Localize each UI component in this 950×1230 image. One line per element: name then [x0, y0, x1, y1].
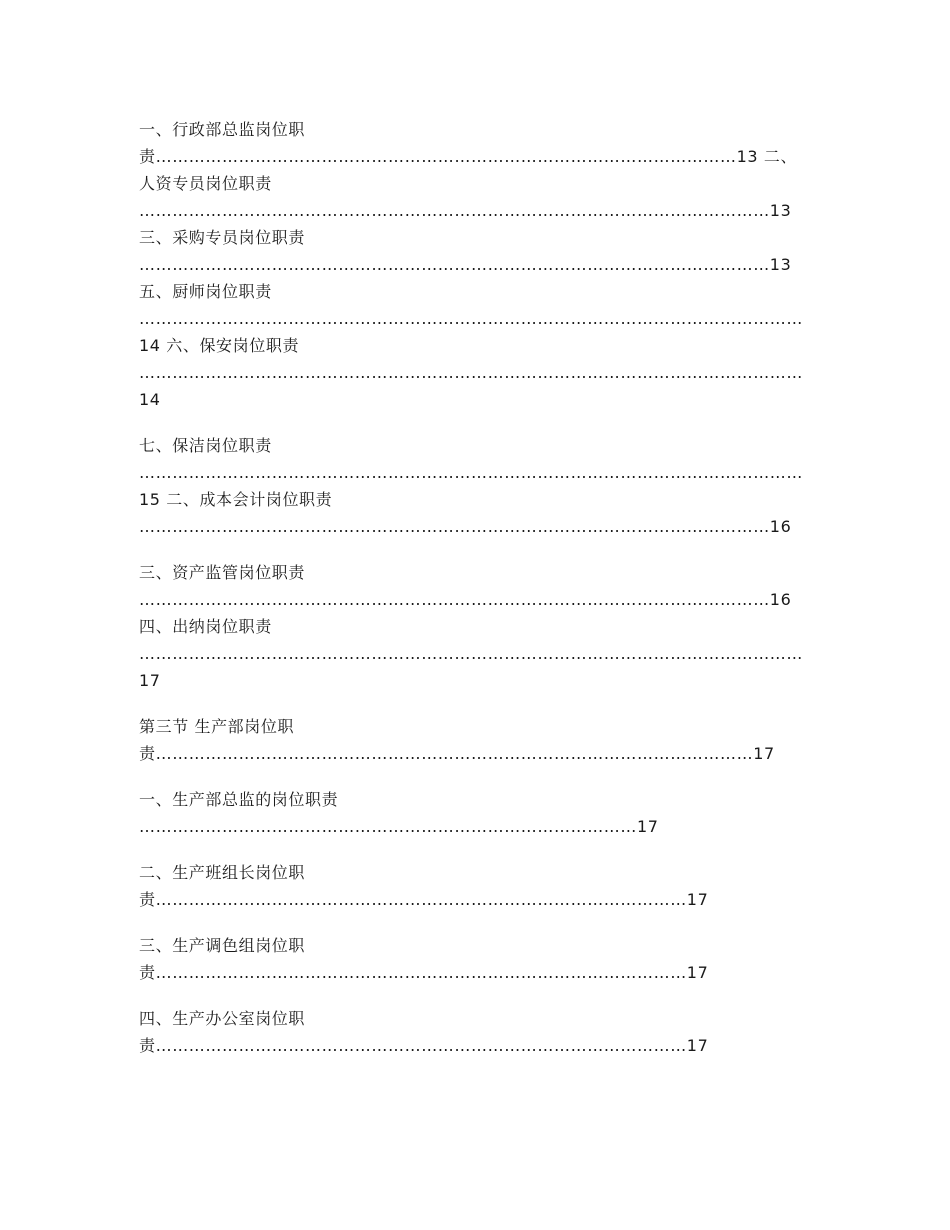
- toc-line: 17: [139, 671, 161, 690]
- toc-line: ……………………………………………………………………………………………………13: [139, 201, 792, 220]
- toc-line: ……………………………………………………………………………………………………16: [139, 517, 792, 536]
- toc-line: …………………………………………………………………………………………………………: [139, 463, 803, 482]
- toc-line: 二、生产班组长岗位职: [139, 863, 306, 882]
- toc-line: 责……………………………………………………………………………………17: [139, 1036, 709, 1055]
- toc-line: 14 六、保安岗位职责: [139, 336, 300, 355]
- toc-line: …………………………………………………………………………………………………………: [139, 363, 803, 382]
- toc-line: 五、厨师岗位职责: [139, 282, 272, 301]
- toc-line: 一、生产部总监的岗位职责: [139, 790, 339, 809]
- toc-line: 第三节 生产部岗位职: [139, 717, 295, 736]
- toc-line: …………………………………………………………………………………………………………: [139, 309, 803, 328]
- toc-line: 三、生产调色组岗位职: [139, 936, 306, 955]
- toc-line: ………………………………………………………………………………17: [139, 817, 659, 836]
- toc-line: 责………………………………………………………………………………………………17: [139, 744, 775, 763]
- toc-line: 14: [139, 390, 161, 409]
- toc-line: ……………………………………………………………………………………………………16: [139, 590, 792, 609]
- toc-line: 七、保洁岗位职责: [139, 436, 272, 455]
- toc-line: 四、生产办公室岗位职: [139, 1009, 306, 1028]
- toc-line: 一、行政部总监岗位职: [139, 120, 306, 139]
- toc-line: 15 二、成本会计岗位职责: [139, 490, 333, 509]
- toc-line: 三、资产监管岗位职责: [139, 563, 306, 582]
- toc-line: 责……………………………………………………………………………………17: [139, 963, 709, 982]
- toc-line: 三、采购专员岗位职责: [139, 228, 306, 247]
- toc-line: 人资专员岗位职责: [139, 174, 272, 193]
- toc-line: 责……………………………………………………………………………………17: [139, 890, 709, 909]
- toc-line: …………………………………………………………………………………………………………: [139, 644, 803, 663]
- toc-line: 责……………………………………………………………………………………………13 二、: [139, 147, 798, 166]
- toc-line: ……………………………………………………………………………………………………13: [139, 255, 792, 274]
- toc-line: 四、出纳岗位职责: [139, 617, 272, 636]
